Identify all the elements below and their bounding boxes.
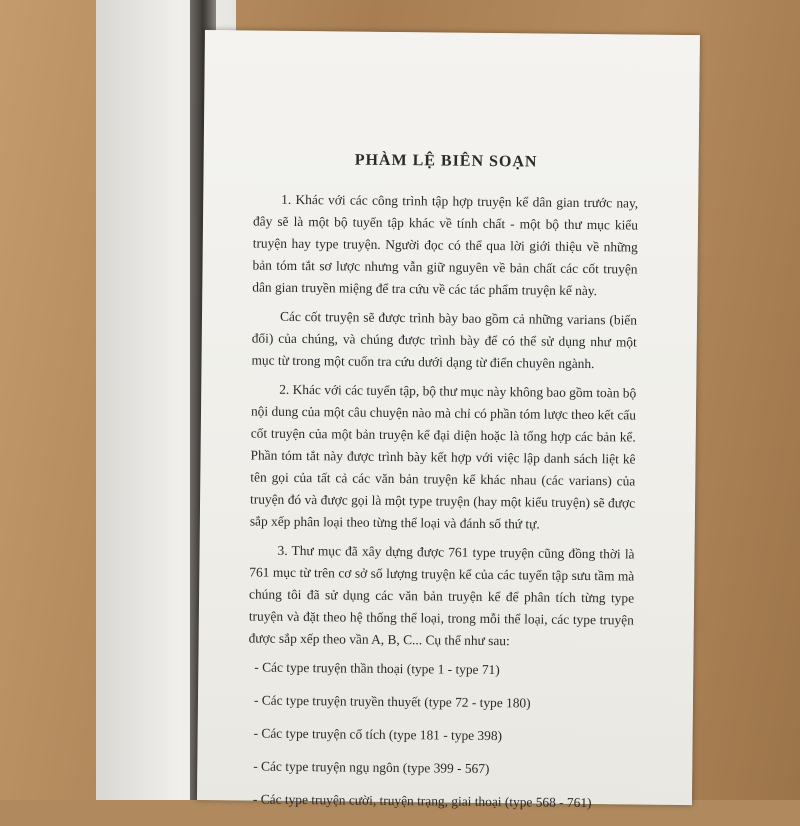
paragraph-2: Các cốt truyện sẽ được trình bày bao gồm cả những varians (biến đổi) của chúng, và chúng được trình bày để có thể sử dụng như một mục từ trong một cuốn tra cứu dưới dạng từ điển chuyên ngành.	[251, 308, 638, 372]
paragraph-1: 1. Khác với các công trình tập hợp truyện kể dân gian trước nay, đây sẽ là một bộ tuyển tập khác về tính chất - một bộ thư mục kiểu truyện hay type truyện. Người đọc có thể qua lời giới thiệu về những bản tóm tắt sơ lược nhưng vẫn giữ nguyên về bản chất các cốt truyện dân gian truyền miệng để tra cứu về các tác phẩm truyện kể này.	[252, 191, 639, 299]
list-item: - Các type truyện cười, truyện trạng, giai thoại (type 568 - 761)	[252, 791, 592, 811]
page-content	[247, 149, 639, 826]
list-item: - Các type truyện truyền thuyết (type 72 - type 180)	[253, 692, 531, 711]
list-item: - Các type truyện ngụ ngôn (type 399 - 567)	[253, 758, 490, 777]
page-title: PHÀM LỆ BIÊN SOẠN	[354, 151, 538, 171]
paragraph-4: 3. Thư mục đã xây dựng được 761 type truyện cũng đồng thời là 761 mục từ trên cơ sở số lượng truyện kể của các tuyển tập sưu tầm mà chúng tôi đã sử dụng các văn bản truyện kể để phân tích từng type truyện và đặt theo hệ thống thể loại, trong mỗi thể loại, các type truyện được sắp xếp theo vần A, B, C... Cụ thể như sau:	[248, 542, 635, 649]
paragraph-3: 2. Khác với các tuyển tập, bộ thư mục này không bao gồm toàn bộ nội dung của một câu chuyện nào mà chỉ có phần tóm lược theo kết cấu cốt truyện của một bản truyện kể đại diện hoặc là tổng hợp các bản kể. Phần tóm tắt này được trình bày kết hợp với việc lập danh sách liệt kê tên gọi của tất cả các văn bản truyện kể khác nhau (các varians) của truyện đó và được gọi là một type truyện (hay một kiểu truyện) sẽ được sắp xếp phân loại theo từng thể loại và đánh số thứ tự.	[249, 381, 637, 532]
type-list	[247, 656, 634, 814]
list-item: - Các type truyện cổ tích (type 181 - type 398)	[253, 725, 503, 744]
list-item: - Các type truyện thần thoại (type 1 - type 71)	[254, 659, 500, 678]
book-page	[197, 30, 700, 811]
